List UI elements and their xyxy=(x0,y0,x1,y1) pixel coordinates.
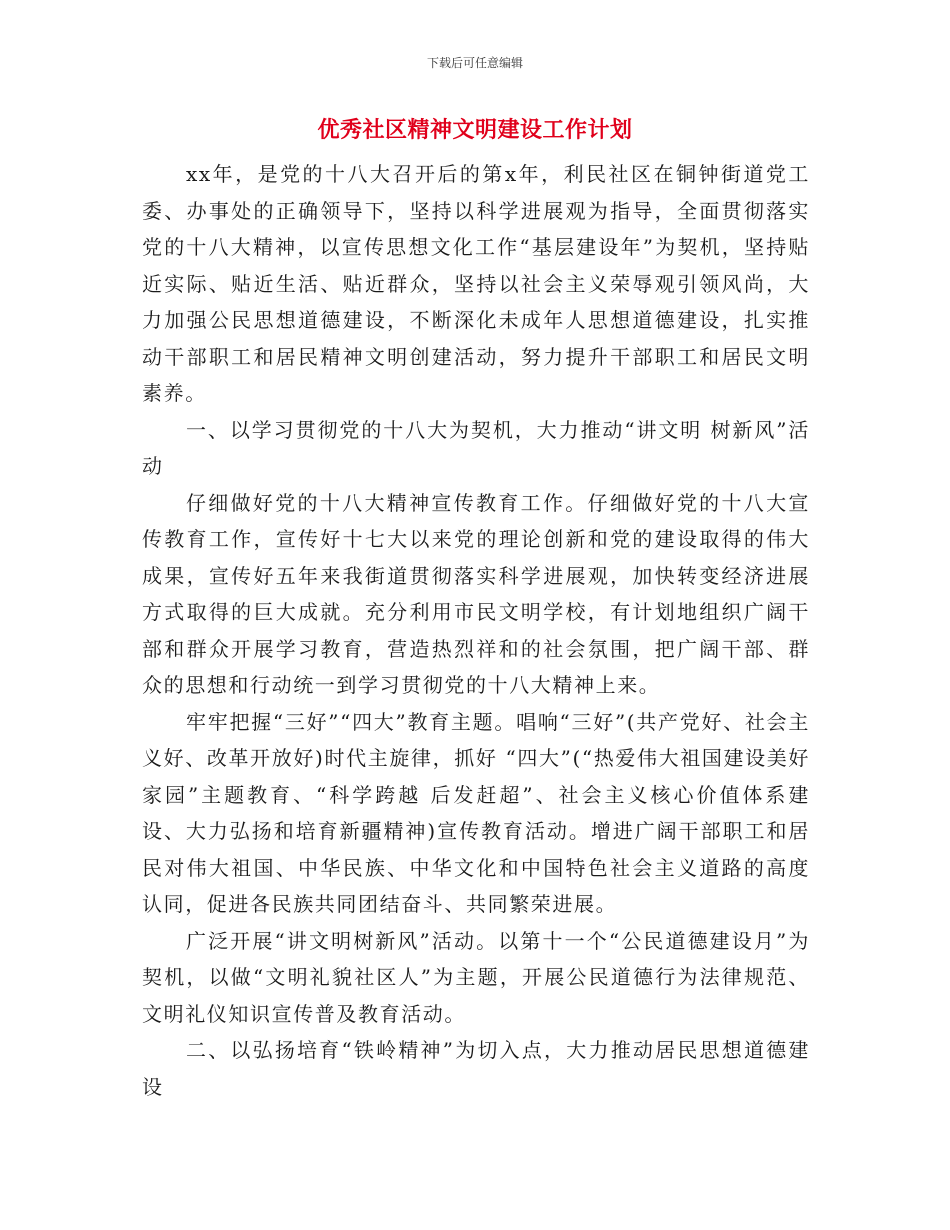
section-heading-2: 二、以弘扬培育“铁岭精神”为切入点，大力推动居民思想道德建设 xyxy=(142,1038,810,1099)
intro-paragraph: xx年，是党的十八大召开后的第x年，利民社区在铜钟街道党工委、办事处的正确领导下，坚持以科学进展观为指导，全面贯彻落实党的十八大精神，以宣传思想文化工作“基层建设年”为契机，坚持贴近实际、贴近生活、贴近群众，坚持以社会主义荣辱观引领风尚，大力加强公民思想道德建设，不断深化未成年人思想道德建设，扎实推动干部职工和居民精神文明创建活动，努力提升干部职工和居民文明素养。 xyxy=(142,162,810,405)
body-paragraph: 仔细做好党的十八大精神宣传教育工作。仔细做好党的十八大宣传教育工作，宣传好十七大以来党的理论创新和党的建设取得的伟大成果，宣传好五年来我街道贯彻落实科学进展观，加快转变经济进展方式取得的巨大成就。充分利用市民文明学校，有计划地组织广阔干部和群众开展学习教育，营造热烈祥和的社会氛围，把广阔干部、群众的思想和行动统一到学习贯彻党的十八大精神上来。 xyxy=(142,490,810,697)
document-title: 优秀社区精神文明建设工作计划 xyxy=(317,118,633,143)
document-body xyxy=(142,156,810,1105)
body-paragraph: 广泛开展“讲文明树新风”活动。以第十一个“公民道德建设月”为契机，以做“文明礼貌社区人”为主题，开展公民道德行为法律规范、文明礼仪知识宣传普及教育活动。 xyxy=(142,928,810,1026)
page-header-note: 下载后可任意编辑 xyxy=(426,56,523,70)
section-heading-1: 一、以学习贯彻党的十八大为契机，大力推动“讲文明 树新风”活动 xyxy=(142,417,810,478)
body-paragraph: 牢牢把握“三好”“四大”教育主题。唱响“三好”(共产党好、社会主义好、改革开放好)时代主旋律，抓好 “四大”(“热爱伟大祖国建设美好家园”主题教育、“科学跨越 后发赶超”、社会主义核心价值体系建设、大力弘扬和培育新疆精神)宣传教育活动。增进广阔干部职工和居民对伟大祖国、中华民族、中华文化和中国特色社会主义道路的高度认同，促进各民族共同团结奋斗、共同繁荣进展。 xyxy=(142,709,810,916)
